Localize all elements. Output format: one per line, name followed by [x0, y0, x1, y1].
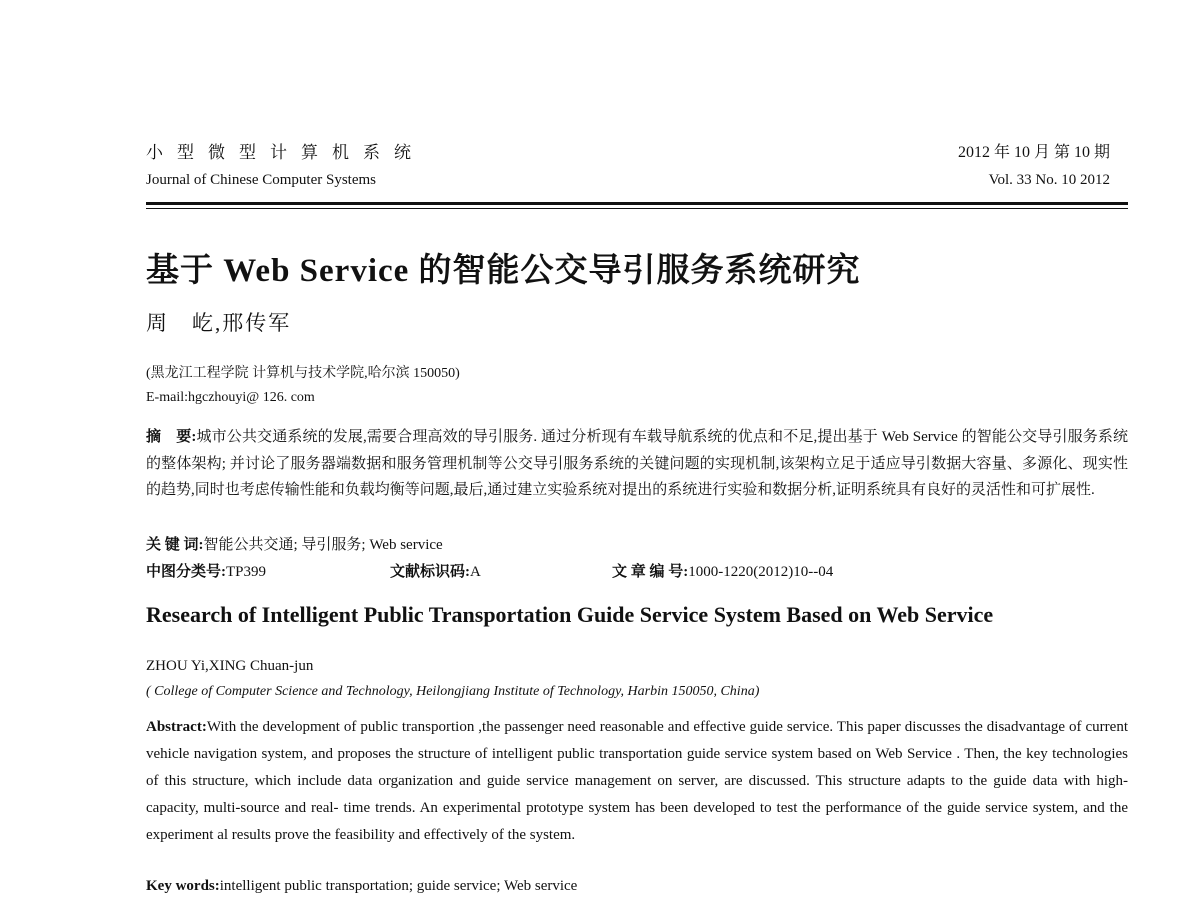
header-rule-thick: [146, 202, 1128, 205]
doc-code-label: 文献标识码:: [390, 564, 470, 580]
abstract-en: [146, 714, 1128, 849]
keywords-en-text: intelligent public transportation; guide service; Web service: [219, 878, 578, 894]
journal-name-cn: 小型微型计算机系统: [146, 143, 425, 162]
abstract-cn: [146, 424, 1128, 504]
clc-label: 中图分类号:: [146, 564, 226, 580]
keywords-en-label: Key words:: [146, 878, 220, 894]
authors-cn: 周 屹,邢传军: [146, 311, 292, 335]
affiliation-cn: (黑龙江工程学院 计算机与技术学院,哈尔滨 150050): [146, 366, 460, 381]
clc-number: [146, 560, 266, 584]
issue-info-block: [958, 140, 1110, 191]
article-no-label: 文 章 编 号:: [612, 564, 689, 580]
journal-name-block: [146, 140, 425, 191]
title-cn: 基于 Web Service 的智能公交导引服务系统研究: [146, 253, 861, 289]
abstract-en-text: With the development of public transportion ,the passenger need reasonable and effective guide service. This paper discusses the disadvantage of current vehicle navigation system, and proposes the structure of intelligent public transportation guide service system based on Web Service . Then, the key technologies of this structure, which include data organization and guide service management on server, are discussed. This structure adapts to the guide data with high-capacity, multi-source and real- time trends. An experimental prototype system has been developed to test the performance of the guide service system, and the experiment al results prove the feasibility and effectively of the system.: [146, 719, 1128, 843]
keywords-en: [146, 874, 577, 898]
issue-date: 2012 年 10 月 第 10 期: [957, 144, 1110, 161]
article-no-value: 1000-1220(2012)10--04: [688, 564, 834, 580]
author-email: E-mail:hgczhouyi@ 126. com: [146, 390, 315, 405]
title-en: Research of Intelligent Public Transportation Guide Service System Based on Web Service: [146, 602, 994, 627]
header-rule-thin: [146, 208, 1128, 209]
journal-header: [146, 140, 1110, 192]
affiliation-en: ( College of Computer Science and Technology, Heilongjiang Institute of Technology, Harbin 150050, China): [146, 684, 760, 699]
doc-code-value: A: [470, 564, 481, 580]
clc-value: TP399: [226, 564, 267, 580]
article-number: [612, 560, 833, 584]
classification-row: [146, 560, 1128, 584]
keywords-cn: [146, 533, 443, 557]
abstract-cn-text: 城市公共交通系统的发展,需要合理高效的导引服务. 通过分析现有车载导航系统的优点和不足,提出基于 Web Service 的智能公交导引服务系统的整体架构; 并讨论了服务器端数据和服务管理机制等公交导引服务系统的关键问题的实现机制,该架构立足于适应导引数据大容量、多源化、现实性的趋势,同时也考虑传输性能和负载均衡等问题,最后,通过建立实验系统对提出的系统进行实验和数据分析,证明系统具有良好的灵活性和可扩展性.: [146, 429, 1128, 498]
keywords-cn-label: 关 键 词:: [146, 537, 204, 553]
volume-number: Vol. 33 No. 10 2012: [988, 172, 1110, 188]
authors-en: ZHOU Yi,XING Chuan-jun: [146, 658, 314, 674]
document-code: [390, 560, 481, 584]
journal-name-en: Journal of Chinese Computer Systems: [146, 172, 376, 188]
keywords-cn-text: 智能公共交通; 导引服务; Web service: [203, 537, 443, 553]
abstract-cn-label: 摘 要:: [146, 429, 197, 445]
abstract-en-label: Abstract:: [146, 719, 207, 735]
